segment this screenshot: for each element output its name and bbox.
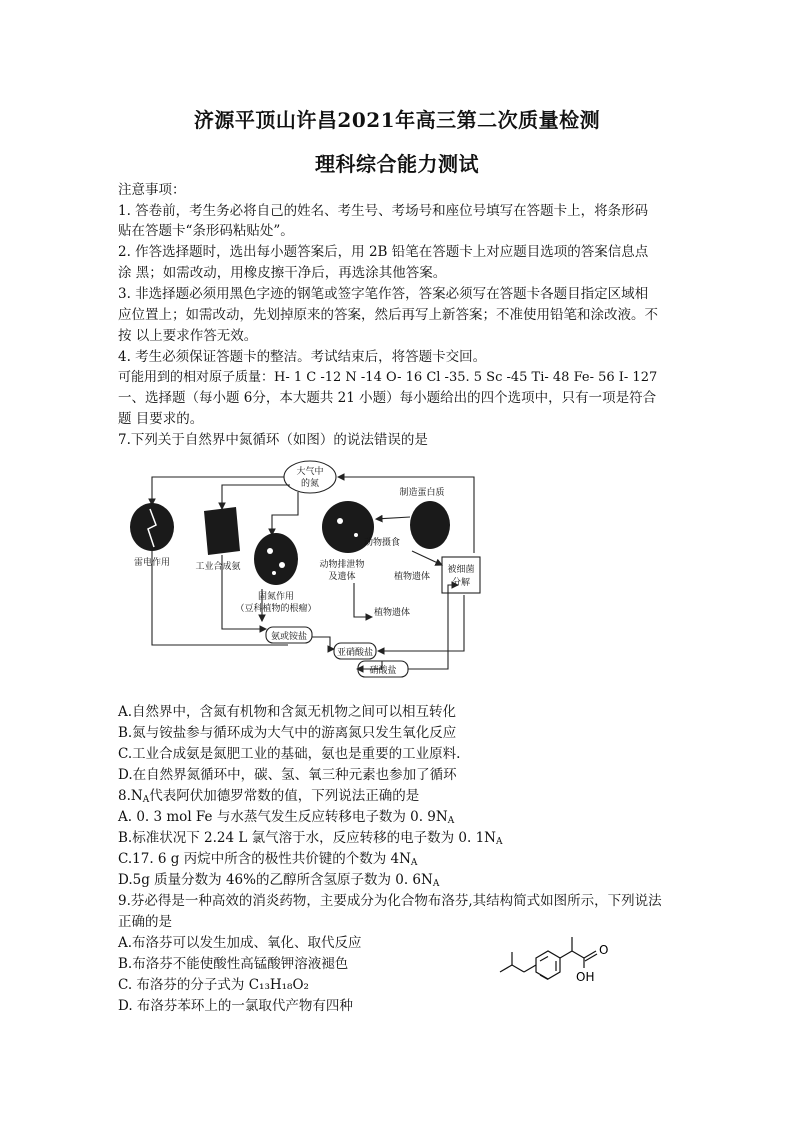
bacteria-label-1: 被细菌	[447, 565, 475, 575]
atmosphere-label-2: 的氮	[300, 479, 320, 489]
arrow-ammonium-nitrite	[312, 637, 334, 649]
notice-item-4-line-1: 4. 考生必须保证答题卡的整洁。考试结束后，将答题卡交回。	[118, 349, 487, 365]
notice-item-3-line-2: 应位置上；如需改动，先划掉原来的答案，然后再写上新答案；不准使用铅笔和涂改液。不	[118, 307, 658, 323]
q7-option-b: B.氮与铵盐参与循环成为大气中的游离氮只发生氧化反应	[118, 725, 457, 741]
q9-stem-line-2: 正确的是	[118, 914, 172, 930]
fixation-label-2: （豆科植物的根瘤）	[235, 604, 317, 614]
notice-item-1-line-1: 1. 答卷前，考生务必将自己的姓名、考生号、考场号和座位号填写在答题卡上，将条形码	[118, 203, 649, 219]
arrow-atmosphere-industry	[222, 485, 290, 509]
section1-line-2: 题 目要求的。	[118, 411, 204, 427]
q9-option-d: D. 布洛芬苯环上的一氯取代产物有四种	[118, 998, 353, 1014]
nitrogen-cycle-diagram	[112, 455, 492, 683]
q7-stem: 7.下列关于自然界中氮循环（如图）的说法错误的是	[118, 432, 428, 448]
animal-waste-label-1: 动物排泄物	[319, 560, 365, 570]
section1-line-1: 一、选择题（每小题 6分，本大题共 21 小题）每小题给出的四个选项中，只有一项是符合	[118, 390, 657, 406]
notice-item-3-line-1: 3. 非选择题必须用黑色字迹的钢笔或签字笔作答，答案必须写在答题卡各题目指定区域相	[118, 286, 649, 302]
nitrate-label: 硝酸盐	[369, 666, 397, 676]
notice-item-3-line-3: 按 以上要求作答无效。	[118, 328, 258, 344]
q7-option-d: D.在自然界氮循环中，碳、氢、氧三种元素也参加了循环	[118, 767, 457, 783]
q9-option-a: A.布洛芬可以发生加成、氧化、取代反应	[118, 935, 362, 951]
arrow-plant-bacteria	[412, 551, 442, 565]
q7-option-c: C.工业合成氨是氮肥工业的基础，氨也是重要的工业原料.	[118, 746, 461, 762]
fixation-label-1: 固氮作用	[257, 592, 295, 602]
industry-image	[204, 507, 240, 555]
atomic-masses: 可能用到的相对原子质量：H- 1 C -12 N -14 O- 16 Cl -35. 5 Sc -45 Ti- 48 Fe- 56 I- 127	[118, 370, 658, 385]
atmosphere-label-1: 大气中	[296, 467, 324, 477]
ammonium-label: 氨或铵盐	[270, 632, 308, 642]
notice-item-2-line-1: 2. 作答选择题时，选出每小题答案后，用 2B 铅笔在答题卡上对应题目选项的答案信息点	[118, 244, 649, 260]
animal-intake-label: 动物摄食	[363, 538, 401, 548]
notice-item-2-line-2: 涂 黑；如需改动，用橡皮擦干净后，再选涂其他答案。	[118, 265, 447, 281]
q8-option-a: A. 0. 3 mol Fe 与水蒸气发生反应转移电子数为 0. $9N_A$	[118, 809, 455, 826]
q8-option-c: C.17. 6 g 丙烷中所含的极性共价键的个数为 $4N_A$	[118, 851, 418, 868]
q9-option-b: B.布洛芬不能使酸性高锰酸钾溶液褪色	[118, 956, 349, 972]
hydroxyl-label: OH	[576, 970, 595, 984]
arrow-atmosphere-fixation	[272, 492, 298, 535]
q8-stem: $8.N_A$代表阿伏加德罗常数的值，下列说法正确的是	[118, 788, 420, 805]
plant-image	[410, 501, 450, 549]
protein-label: 制造蛋白质	[399, 488, 445, 498]
q9-stem-line-1: 9.芬必得是一种高效的消炎药物，主要成分为化合物布洛芬,其结构简式如图所示，下列说法	[118, 893, 662, 909]
q8-option-d: D.5g 质量分数为 46%的乙醇所含氢原子数为 0. $6N_A$	[118, 872, 440, 889]
arrow-animal-down	[354, 583, 372, 617]
notice-item-1-line-2: 贴在答题卡“条形码粘贴处”。	[118, 223, 294, 239]
animal-waste-label-2: 及遗体	[328, 572, 356, 582]
industry-label: 工业合成氨	[195, 562, 241, 572]
lightning-label: 雷电作用	[133, 558, 171, 568]
arrow-nitrate-plant	[408, 585, 458, 669]
plant-remains-label-2: 植物遗体	[373, 608, 411, 618]
plant-remains-label-1: 植物遗体	[393, 572, 431, 582]
root-nodule-image	[254, 533, 298, 585]
page-title: 济源平顶山许昌2021年高三第二次质量检测	[193, 108, 601, 132]
q9-option-c: C. 布洛芬的分子式为 C₁₃H₁₈O₂	[118, 977, 309, 993]
notice-heading: 注意事项：	[118, 182, 186, 198]
q8-option-b: B.标准状况下 2.24 L 氯气溶于水，反应转移的电子数为 0. $1N_A$	[118, 830, 503, 847]
arrow-atmosphere-lightning	[152, 477, 284, 505]
page-subtitle: 理科综合能力测试	[315, 152, 479, 176]
arrow-protein-animal	[376, 517, 410, 519]
arrow-bacteria-ammonium	[378, 595, 464, 651]
bacteria-label-2: 分解	[451, 578, 471, 588]
nitrite-label: 亚硝酸盐	[336, 648, 374, 658]
q7-option-a: A.自然界中，含氮有机物和含氮无机物之间可以相互转化	[118, 704, 457, 720]
carbonyl-o-label: O	[599, 943, 609, 957]
ibuprofen-structure	[492, 922, 652, 994]
